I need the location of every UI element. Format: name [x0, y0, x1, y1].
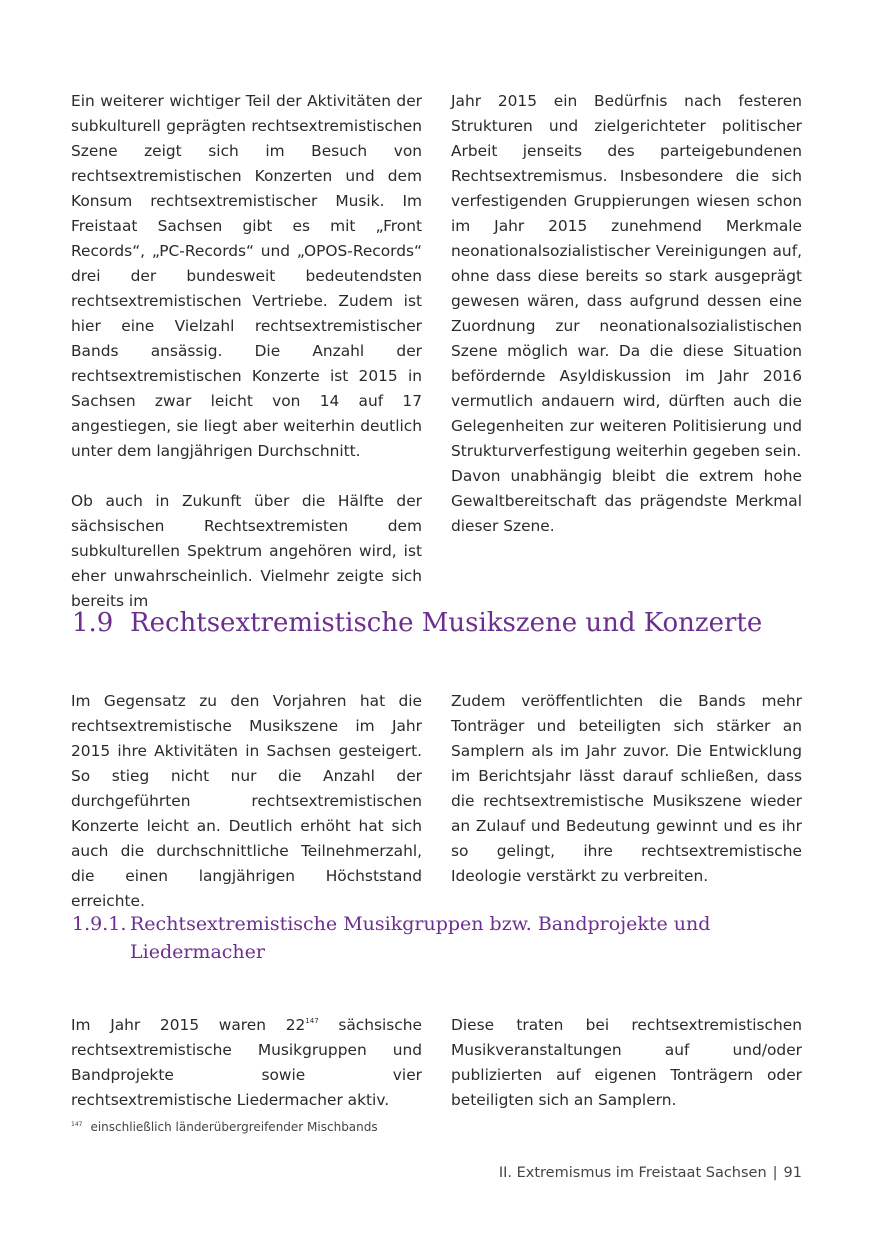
section-heading — [72, 603, 762, 643]
footnote-reference[interactable]: 147 — [305, 1017, 319, 1025]
subsection-left-column — [71, 1013, 422, 1113]
text-run: sächsische rechtsextremistische Musikgruppen und Bandprojekte sowie vier rechtsextremistische Liedermacher aktiv. — [71, 1016, 422, 1109]
top-left-column — [71, 89, 422, 614]
footnote — [71, 1120, 378, 1134]
section-left-column — [71, 689, 422, 914]
footnote-text: einschließlich länderübergreifender Mischbands — [90, 1120, 378, 1134]
section-title: Rechtsextremistische Musikszene und Konzerte — [130, 608, 763, 638]
page-number: 91 — [783, 1165, 802, 1181]
footer-chapter: II. Extremismus im Freistaat Sachsen — [498, 1165, 767, 1181]
paragraph: Davon unabhängig bleibt die extrem hohe Gewaltbereitschaft das prägendste Merkmal dieser Szene. — [451, 467, 802, 535]
footer-separator: | — [772, 1165, 778, 1181]
section-number: 1.9 — [72, 608, 114, 638]
paragraph — [71, 1013, 422, 1113]
paragraph: Im Gegensatz zu den Vorjahren hat die rechtsextremistische Musikszene im Jahr 2015 ihre Aktivitäten in Sachsen gesteigert. So stieg nicht nur die Anzahl der durchgeführten rechtsextremistischen Konzerte leicht an. Deutlich erhöht hat sich auch die durchschnittliche Teilnehmerzahl, die einen langjährigen Höchststand erreichte. — [71, 692, 422, 910]
paragraph: Zudem veröffentlichten die Bands mehr Tonträger und beteiligten sich stärker an Samplern als im Jahr zuvor. Die Entwicklung im Berichtsjahr lässt darauf schließen, dass die rechtsextremistische Musikszene wieder an Zulauf und Bedeutung gewinnt und es ihr so gelingt, ihre rechtsextremistische Ideologie verstärkt zu verbreiten. — [451, 692, 802, 885]
paragraph: Ob auch in Zukunft über die Hälfte der sächsischen Rechtsextremisten dem subkulturellen Spektrum angehören wird, ist eher unwahrscheinlich. Vielmehr zeigte sich bereits im — [71, 492, 422, 610]
paragraph: Ein weiterer wichtiger Teil der Aktivitäten der subkulturell geprägten rechtsextremistischen Szene zeigt sich im Besuch von rechtsextremistischen Konzerten und dem Konsum rechtsextremistischer Musik. Im Freistaat Sachsen gibt es mit „Front Records“, „PC-Records“ und „OPOS-Records“ drei der bundesweit bedeutendsten rechtsextremistischen Vertriebe. Zudem ist hier eine Vielzahl rechtsextremistischer Bands ansässig. Die Anzahl der rechtsextremistischen Konzerte ist 2015 in Sachsen zwar leicht von 14 auf 17 angestiegen, sie liegt aber weiterhin deutlich unter dem langjährigen Durchschnitt. — [71, 92, 422, 460]
top-right-column — [451, 89, 802, 539]
footnote-mark: 147 — [71, 1121, 83, 1128]
section-right-column — [451, 689, 802, 889]
subsection-right-column — [451, 1013, 802, 1113]
subsection-heading — [72, 910, 772, 966]
paragraph: Jahr 2015 ein Bedürfnis nach festeren Strukturen und zielgerichteter politischer Arbeit jenseits des parteigebundenen Rechtsextremismus. Insbesondere die sich verfestigenden Gruppierungen wiesen schon im Jahr 2015 zunehmend Merkmale neonationalsozialistischer Vereinigungen auf, ohne dass diese bereits so stark ausgeprägt gewesen wären, dass aufgrund dessen eine Zuordnung zur neonationalsozialistischen Szene möglich war. Da die diese Situation befördernde Asyldiskussion im Jahr 2016 vermutlich andauern wird, dürften auch die Gelegenheiten zur weiteren Politisierung und Strukturverfestigung weiterhin gegeben sein. — [451, 92, 802, 460]
subsection-title-line2: Liedermacher — [130, 941, 265, 963]
text-run: Im Jahr 2015 waren 22 — [71, 1016, 306, 1034]
page-footer — [499, 1165, 802, 1181]
paragraph: Diese traten bei rechtsextremistischen Musikveranstaltungen auf und/oder publizierten auf eigenen Tonträgern oder beteiligten sich an Samplern. — [451, 1016, 802, 1109]
subsection-number: 1.9.1. — [72, 913, 127, 935]
subsection-title-line1: Rechtsextremistische Musikgruppen bzw. Bandprojekte und — [130, 913, 711, 935]
